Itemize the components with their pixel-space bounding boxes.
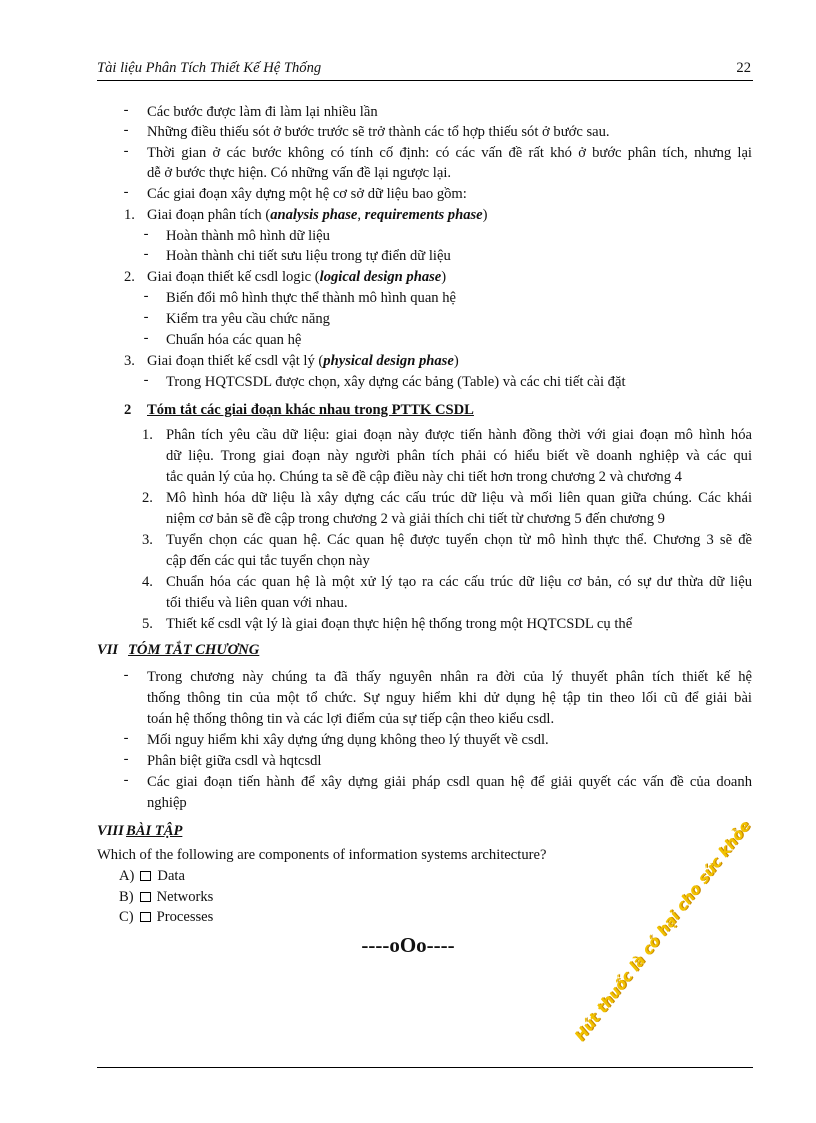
phase-title: Giai đoạn phân tích (analysis phase, requirements phase) bbox=[147, 207, 488, 223]
section-title: TÓM TẮT CHƯƠNG bbox=[128, 642, 260, 658]
phase-item: Kiểm tra yêu cầu chức năng bbox=[166, 311, 330, 327]
item-number: 4. bbox=[142, 574, 153, 590]
summary-line: Phân biệt giữa csdl và hqtcsdl bbox=[147, 753, 322, 769]
phase-number: 3. bbox=[124, 353, 135, 369]
phase-item: Trong HQTCSDL được chọn, xây dựng các bảng (Table) và các chi tiết cài đặt bbox=[166, 374, 626, 390]
footer-rule bbox=[97, 1067, 753, 1068]
item-line: Mô hình hóa dữ liệu là xây dựng các cấu trúc dữ liệu và mối liên quan giữa chúng. Các khái bbox=[166, 490, 752, 506]
item-number: 3. bbox=[142, 532, 153, 548]
summary-line: Các giai đoạn tiến hành để xây dựng giải pháp csdl quan hệ để giải quyết các vấn đề của doanh bbox=[147, 774, 752, 790]
section-title: BÀI TẬP bbox=[126, 823, 183, 839]
list-item: Các giai đoạn xây dựng một hệ cơ sở dữ liệu bao gồm: bbox=[147, 186, 467, 202]
bullet-dash: - bbox=[123, 184, 129, 200]
phase-title: Giai đoạn thiết kế csdl logic (logical design phase) bbox=[147, 269, 447, 285]
document-title: Tài liệu Phân Tích Thiết Kế Hệ Thống bbox=[97, 60, 322, 76]
option-c[interactable]: C) Processes bbox=[119, 909, 214, 925]
bullet-dash: - bbox=[123, 102, 129, 118]
phase-item: Hoàn thành mô hình dữ liệu bbox=[166, 228, 330, 244]
item-line: Phân tích yêu cầu dữ liệu: giai đoạn này được tiến hành đồng thời với giai đoạn mô hình hóa bbox=[166, 427, 752, 443]
phase-number: 2. bbox=[124, 269, 135, 285]
section-number: 2 bbox=[124, 402, 132, 418]
item-line: cập đến các qui tắc tuyển chọn này bbox=[166, 553, 370, 569]
item-line: niệm cơ bản sẽ đề cập trong chương 2 và giải thích chi tiết từ chương 5 đến chương 9 bbox=[166, 511, 665, 527]
item-number: 2. bbox=[142, 490, 153, 506]
phase-item: Biến đổi mô hình thực thể thành mô hình quan hệ bbox=[166, 290, 457, 306]
section-number: VIII bbox=[97, 823, 124, 839]
page-number: 22 bbox=[736, 60, 751, 76]
item-line: tối thiểu và liên quan với nhau. bbox=[166, 595, 348, 611]
option-b[interactable]: B) Networks bbox=[119, 889, 214, 905]
list-item: Các bước được làm đi làm lại nhiều lần bbox=[147, 104, 378, 120]
watermark-text: Hút thuốc là có hại cho sức khỏe bbox=[570, 817, 755, 1045]
list-item: Thời gian ở các bước không có tính cố định: có các vấn đề rất khó ở bước phân tích, nhưng lại bbox=[147, 145, 752, 161]
bullet-dash: - bbox=[123, 143, 129, 159]
checkbox[interactable] bbox=[140, 892, 151, 902]
phase-number: 1. bbox=[124, 207, 135, 223]
list-item: Những điều thiếu sót ở bước trước sẽ trở thành các tổ hợp thiếu sót ở bước sau. bbox=[147, 124, 610, 140]
summary-line: toán hệ thống thông tin và các lợi điểm của sự tiếp cận theo kiểu csdl. bbox=[147, 711, 555, 727]
summary-line: thống thông tin của một tổ chức. Sự nguy hiểm khi dử dụng hệ tập tin theo lối cũ để giải bài bbox=[147, 690, 752, 706]
page-header bbox=[97, 60, 753, 81]
phase-item: Chuẩn hóa các quan hệ bbox=[166, 332, 302, 348]
option-a[interactable]: A) Data bbox=[119, 868, 185, 884]
item-line: dữ liệu. Trong giai đoạn này người phân tích phải có hiểu biết về doanh nghiệp và các qui bbox=[166, 448, 752, 464]
summary-line: Mối nguy hiểm khi xây dựng ứng dụng không theo lý thuyết về csdl. bbox=[147, 732, 549, 748]
item-number: 5. bbox=[142, 616, 153, 632]
item-line: tắc quản lý của họ. Chúng ta sẽ đề cập điều này chi tiết hơn trong chương 2 và chương 4 bbox=[166, 469, 682, 485]
end-mark: ----oOo---- bbox=[361, 933, 455, 957]
item-line: Tuyển chọn các quan hệ. Các quan hệ được tuyển chọn từ mô hình thực thể. Chương 3 sẽ đề bbox=[166, 532, 752, 548]
summary-line: Trong chương này chúng ta đã thấy nguyên nhân ra đời của lý thuyết phân tích thiết kế hệ bbox=[147, 669, 752, 685]
phase-item: Hoàn thành chi tiết sưu liệu trong tự điển dữ liệu bbox=[166, 248, 451, 264]
list-item-continuation: dễ ở bước thực hiện. Có những vấn đề lại ngược lại. bbox=[147, 165, 452, 181]
checkbox[interactable] bbox=[140, 912, 151, 922]
phase-title: Giai đoạn thiết kế csdl vật lý (physical design phase) bbox=[147, 353, 459, 369]
summary-line: nghiệp bbox=[147, 795, 187, 811]
item-line: Thiết kế csdl vật lý là giai đoạn thực hiện hệ thống trong một HQTCSDL cụ thể bbox=[166, 616, 633, 632]
item-number: 1. bbox=[142, 427, 153, 443]
bullet-dash: - bbox=[123, 122, 129, 138]
section-title: Tóm tắt các giai đoạn khác nhau trong PTTK CSDL bbox=[147, 402, 474, 418]
item-line: Chuẩn hóa các quan hệ là một xử lý tạo ra các cấu trúc dữ liệu cơ bản, có sự dư thừa dữ liệu bbox=[166, 574, 752, 590]
checkbox[interactable] bbox=[140, 871, 151, 881]
question-text: Which of the following are components of information systems architecture? bbox=[97, 847, 547, 863]
section-number: VII bbox=[97, 642, 119, 658]
